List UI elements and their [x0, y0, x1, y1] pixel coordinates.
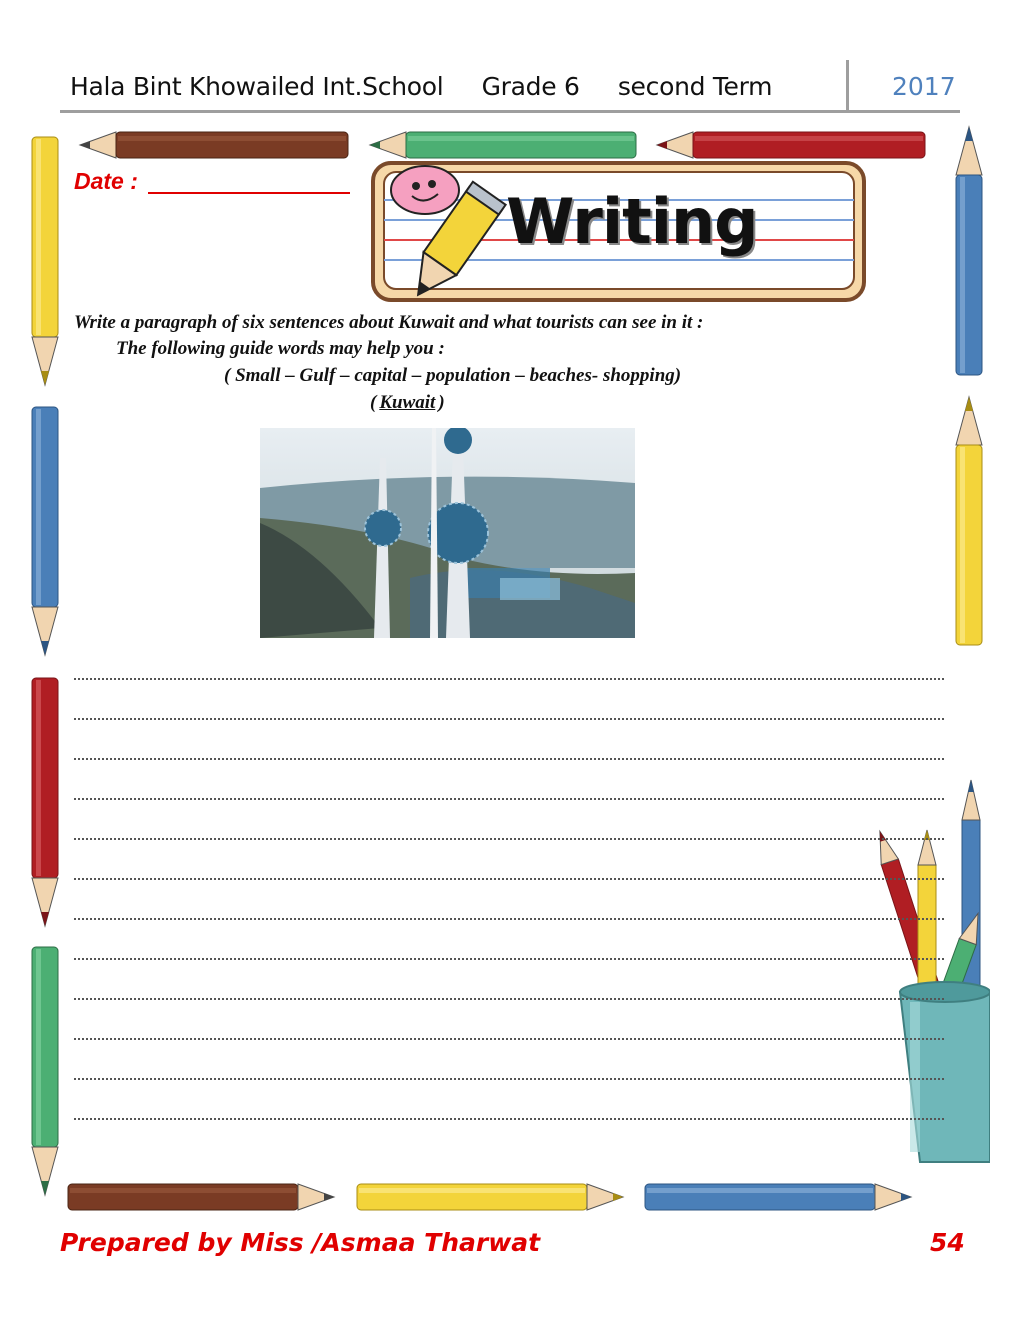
school-name: Hala Bint Khowailed Int.School — [70, 72, 444, 101]
year-label: 2017 — [892, 72, 956, 101]
term-label: second Term — [617, 72, 773, 101]
red-pencil-icon — [28, 676, 62, 928]
green-pencil-icon — [368, 128, 638, 162]
writing-line[interactable] — [74, 1064, 944, 1104]
date-underline[interactable] — [148, 192, 350, 194]
title-open-paren: ( — [370, 392, 377, 413]
blue-pencil-icon — [28, 405, 62, 657]
brown-pencil-icon — [78, 128, 350, 162]
writing-lines[interactable] — [74, 664, 944, 1144]
guide-words-intro: The following guide words may help you : — [116, 338, 445, 359]
writing-line[interactable] — [74, 824, 944, 864]
yellow-pencil-icon — [355, 1180, 627, 1214]
writing-line[interactable] — [74, 784, 944, 824]
writing-line[interactable] — [74, 664, 944, 704]
writing-line[interactable] — [74, 704, 944, 744]
green-pencil-icon — [28, 945, 62, 1197]
writing-line[interactable] — [74, 1104, 944, 1144]
writing-line[interactable] — [74, 864, 944, 904]
blue-pencil-icon — [643, 1180, 915, 1214]
yellow-pencil-icon — [952, 395, 986, 650]
instruction-line: Write a paragraph of six sentences about Kuwait and what tourists can see in it : — [74, 312, 704, 333]
title-close-paren: ) — [438, 392, 445, 413]
writing-line[interactable] — [74, 744, 944, 784]
blue-pencil-icon — [952, 125, 986, 380]
writing-line[interactable] — [74, 984, 944, 1024]
grade-label: Grade 6 — [481, 72, 580, 101]
writing-line[interactable] — [74, 904, 944, 944]
red-pencil-icon — [655, 128, 927, 162]
title-word: Kuwait — [379, 392, 436, 413]
banner-title: Writing — [506, 185, 758, 258]
paragraph-title — [370, 392, 445, 414]
prepared-by: Prepared by Miss /Asmaa Tharwat — [60, 1228, 541, 1257]
kuwait-towers-photo — [260, 428, 635, 638]
writing-line[interactable] — [74, 1024, 944, 1064]
page-number: 54 — [930, 1228, 965, 1257]
header-divider — [846, 60, 849, 110]
guide-words: ( Small – Gulf – capital – population – beaches- shopping) — [224, 365, 682, 386]
header-text — [70, 72, 772, 101]
brown-pencil-icon — [66, 1180, 336, 1214]
yellow-pencil-icon — [28, 135, 62, 387]
writing-line[interactable] — [74, 944, 944, 984]
page-header — [60, 62, 960, 113]
date-label: Date : — [74, 168, 138, 194]
